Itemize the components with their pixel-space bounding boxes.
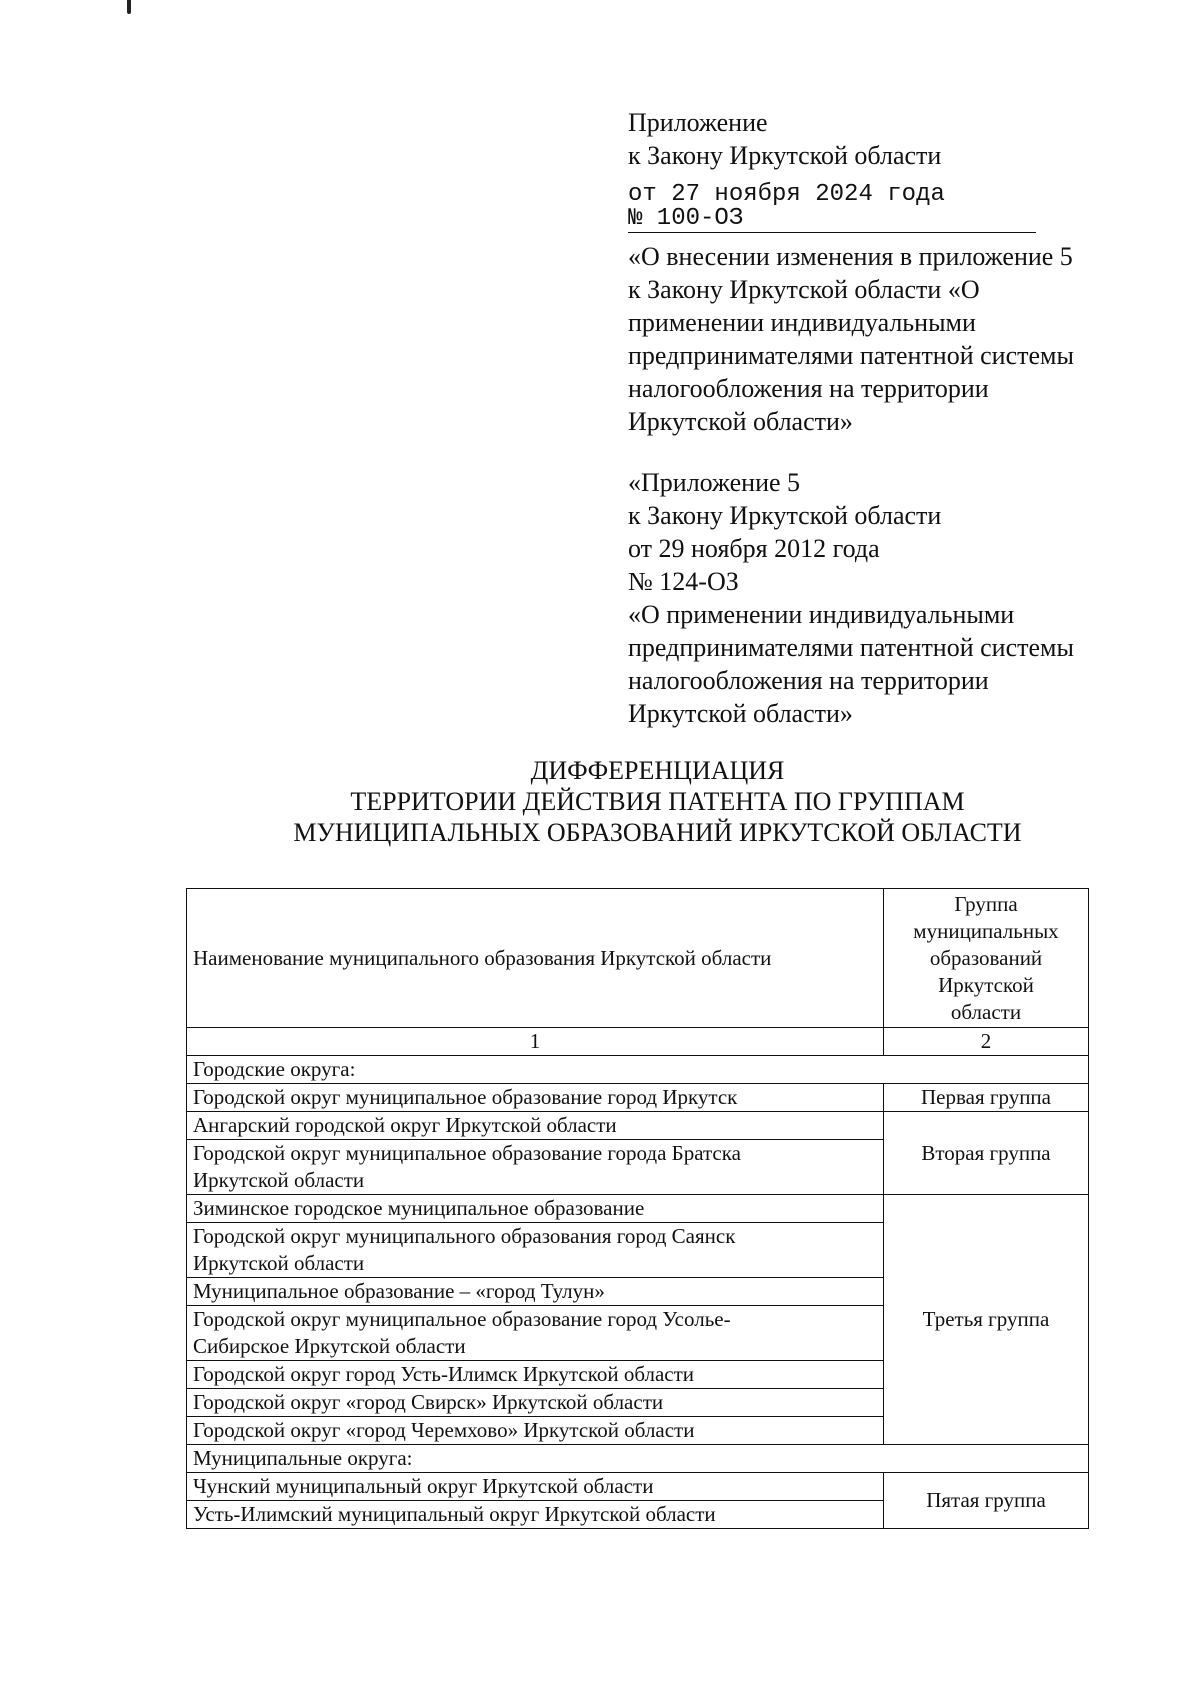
original-appendix-line: от 29 ноября 2012 года — [628, 534, 880, 563]
municipality-name — [187, 1223, 884, 1278]
municipality-name: Муниципальное образование – «город Тулун» — [187, 1278, 884, 1306]
law-subject — [628, 240, 1074, 438]
document-title — [0, 755, 1200, 848]
municipality-name — [187, 1140, 884, 1195]
law-subject-line: к Закону Иркутской области «О — [628, 275, 980, 304]
law-subject-line: «О внесении изменения в приложение 5 — [628, 242, 1073, 271]
group-cell: Вторая группа — [884, 1112, 1089, 1195]
appendix-label: Приложение — [628, 108, 768, 137]
law-subject-line: Иркутской области» — [628, 407, 853, 436]
municipality-name-line: Городской округ муниципальное образование город Усолье- — [193, 1307, 731, 1331]
col2-number: 2 — [884, 1028, 1089, 1056]
table-row — [187, 1473, 1089, 1501]
municipality-name-line: Сибирское Иркутской области — [193, 1334, 466, 1358]
municipality-name: Городской округ город Усть-Илимск Иркутской области — [187, 1361, 884, 1389]
col2-header-line: образований — [929, 945, 1043, 970]
col1-header: Наименование муниципального образования Иркутской области — [187, 889, 884, 1028]
table-number-row — [187, 1028, 1089, 1056]
to-law-label: к Закону Иркутской области — [628, 141, 942, 170]
col2-header-line: Иркутской — [938, 972, 1034, 997]
group-cell: Пятая группа — [884, 1473, 1089, 1529]
original-appendix-line: к Закону Иркутской области — [628, 501, 942, 530]
group-cell: Первая группа — [884, 1084, 1089, 1112]
municipality-name-line: Городской округ муниципальное образование города Братска — [193, 1141, 741, 1165]
col1-number: 1 — [187, 1028, 884, 1056]
group-cell: Третья группа — [884, 1195, 1089, 1445]
law-subject-line: применении индивидуальными — [628, 308, 976, 337]
law-subject-line: предпринимателями патентной системы — [628, 341, 1074, 370]
col2-header-line: муниципальных — [913, 918, 1059, 943]
col2-header-line: Группа — [954, 891, 1018, 916]
municipality-name-line: Городской округ муниципального образования город Саянск — [193, 1224, 736, 1248]
table-row — [187, 1112, 1089, 1140]
table-row — [187, 1195, 1089, 1223]
municipality-name: Усть-Илимский муниципальный округ Иркутской области — [187, 1501, 884, 1529]
municipality-name — [187, 1306, 884, 1361]
title-line: ТЕРРИТОРИИ ДЕЙСТВИЯ ПАТЕНТА ПО ГРУППАМ — [350, 787, 965, 816]
col2-header-line: области — [950, 999, 1022, 1024]
table-header-row — [187, 889, 1089, 1028]
municipality-name: Городской округ муниципальное образование город Иркутск — [187, 1084, 884, 1112]
original-appendix-line: № 124-ОЗ — [628, 567, 739, 596]
municipality-name: Ангарский городской округ Иркутской области — [187, 1112, 884, 1140]
original-appendix-line: предпринимателями патентной системы — [628, 633, 1074, 662]
title-line: ДИФФЕРЕНЦИАЦИЯ — [530, 756, 785, 785]
municipality-name-line: Иркутской области — [193, 1168, 365, 1192]
section-city-districts: Городские округа: — [187, 1056, 1089, 1084]
original-appendix-line: Иркутской области» — [628, 699, 853, 728]
municipality-name: Городской округ «город Черемхово» Иркутской области — [187, 1417, 884, 1445]
section-row — [187, 1445, 1089, 1473]
municipality-name: Зиминское городское муниципальное образование — [187, 1195, 884, 1223]
table-row — [187, 1084, 1089, 1112]
original-appendix-line: «О применении индивидуальными — [628, 600, 1015, 629]
header-rule — [628, 232, 1036, 233]
municipality-name: Чунский муниципальный округ Иркутской области — [187, 1473, 884, 1501]
original-appendix — [628, 466, 1074, 730]
law-subject-line: налогообложения на территории — [628, 374, 989, 403]
section-row — [187, 1056, 1089, 1084]
law-date: от 27 ноября 2024 года — [628, 181, 945, 208]
section-municipal-districts: Муниципальные округа: — [187, 1445, 1089, 1473]
title-line: МУНИЦИПАЛЬНЫХ ОБРАЗОВАНИЙ ИРКУТСКОЙ ОБЛАСТИ — [293, 818, 1022, 847]
original-appendix-line: налогообложения на территории — [628, 666, 989, 695]
law-number: № 100-ОЗ — [628, 205, 744, 232]
col2-header — [884, 889, 1089, 1028]
municipality-name-line: Иркутской области — [193, 1251, 365, 1275]
groups-table — [186, 888, 1089, 1529]
scan-mark — [127, 0, 131, 14]
municipality-name: Городской округ «город Свирск» Иркутской области — [187, 1389, 884, 1417]
original-appendix-line: «Приложение 5 — [628, 468, 801, 497]
